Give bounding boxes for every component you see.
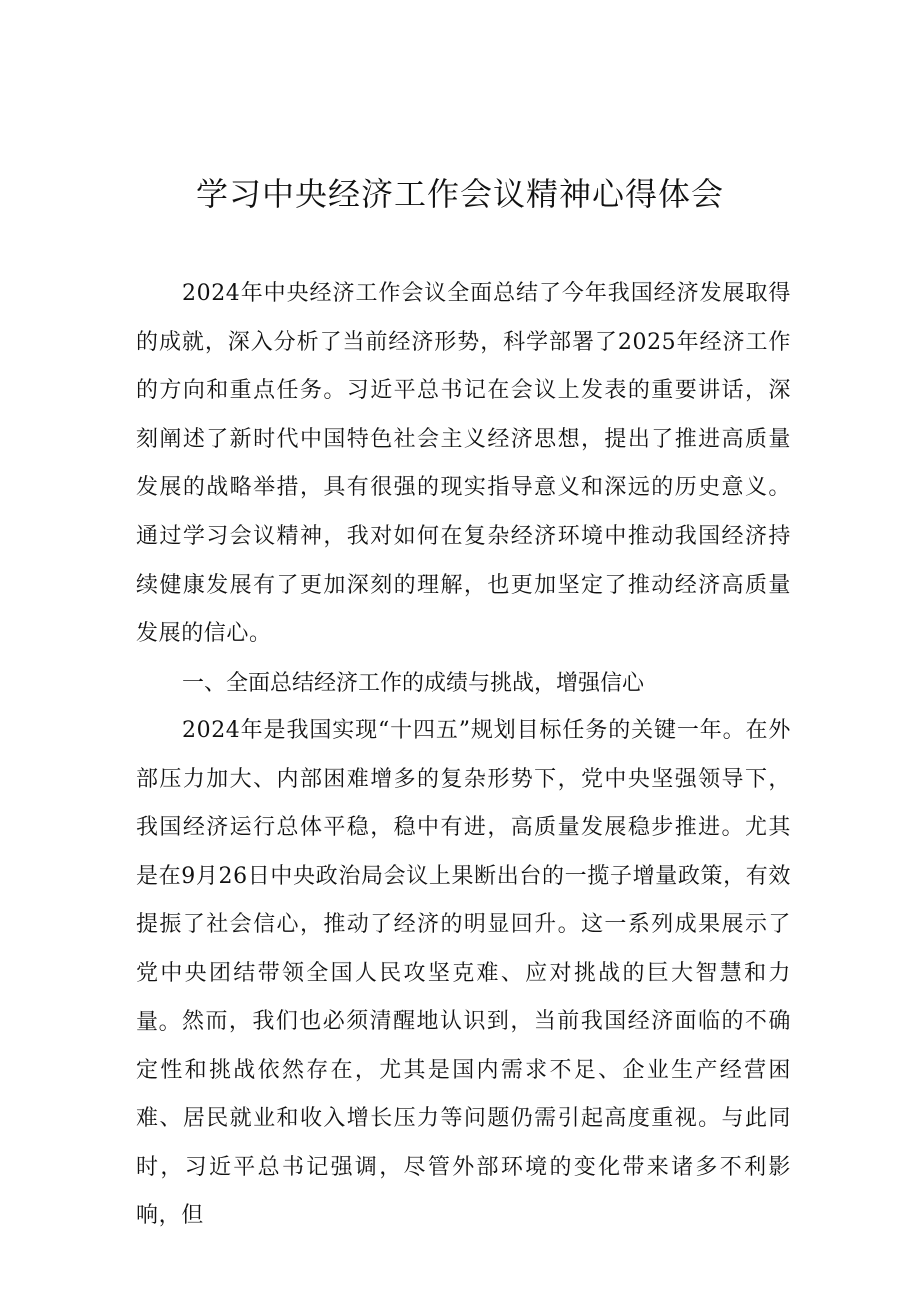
section-1-paragraph-1: 2024年是我国实现“十四五”规划目标任务的关键一年。在外部压力加大、内部困难增多的复杂形势下，党中央坚强领导下，我国经济运行总体平稳，稳中有进，高质量发展稳步推进。尤其是在9月26日中央政治局会议上果断出台的一揽子增量政策，有效提振了社会信心，推动了经济的明显回升。这一系列成果展示了党中央团结带领全国人民攻坚克难、应对挑战的巨大智慧和力量。 xyxy=(136,718,791,1035)
section-heading-1: 一、全面总结经济工作的成绩与挑战，增强信心 xyxy=(182,671,645,696)
intro-paragraph: 2024年中央经济工作会议全面总结了今年我国经济发展取得的成就，深入分析了当前经济形势，科学部署了2025年经济工作的方向和重点任务。习近平总书记在会议上发表的重要讲话，深刻阐述了新时代中国特色社会主义经济思想，提出了推进高质量发展的战略举措，具有很强的现实指导意义和深远的历史意义。通过学习会议精神，我对如何在复杂经济环境中推动我国经济持续健康发展有了更加深刻的理解，也更加坚定了推动经济高质量发展的信心。 xyxy=(136,281,791,647)
document-title: 学习中央经济工作会议精神心得体会 xyxy=(195,175,724,213)
section-1-paragraph-2: 然而，我们也必须清醒地认识到，当前我国经济面临的不确定性和挑战依然存在，尤其是国内需求不足、企业生产经营困难、居民就业和收入增长压力等问题仍需引起高度重视。与此同时，习近平总书记强调，尽管外部环境的变化带来诸多不利影响，但 xyxy=(136,1009,791,1229)
